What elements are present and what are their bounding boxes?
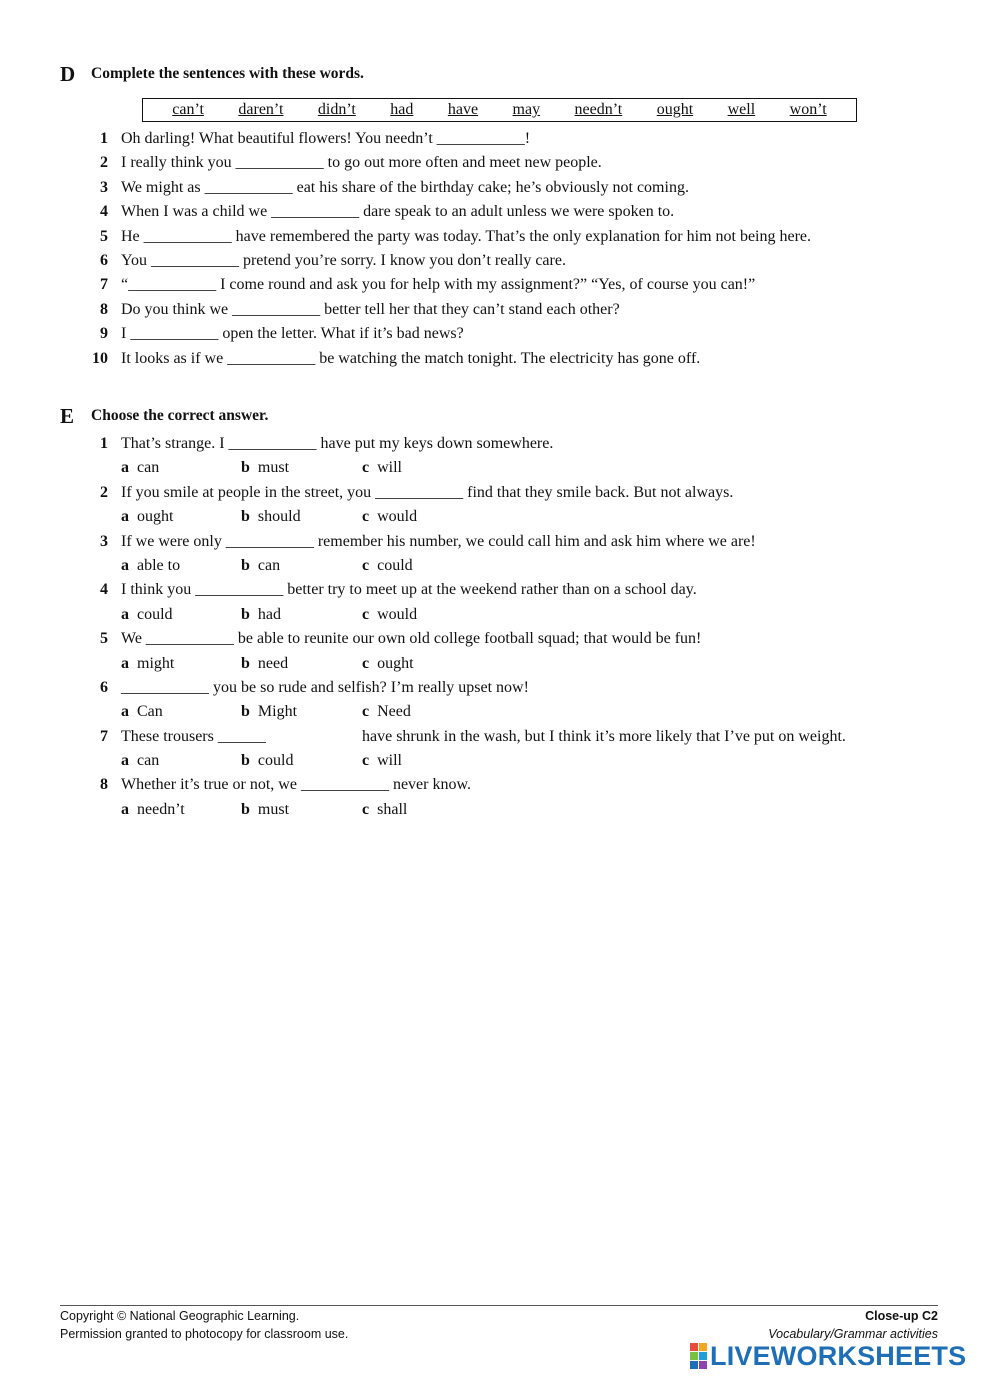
item-text: You ___________ pretend you’re sorry. I know you don’t really care. bbox=[121, 251, 566, 269]
option-b[interactable]: b could bbox=[241, 752, 294, 770]
option-b[interactable]: b had bbox=[241, 605, 282, 623]
item-number: 1 bbox=[100, 435, 108, 452]
exercise-item[interactable] bbox=[60, 276, 940, 300]
item-text: It looks as if we ___________ be watching the match tonight. The electricity has gone off. bbox=[121, 349, 701, 367]
section-d-header bbox=[60, 62, 940, 90]
exercise-item[interactable] bbox=[60, 581, 940, 605]
exercise-item[interactable] bbox=[60, 484, 940, 508]
exercise-item[interactable] bbox=[60, 228, 940, 252]
item-number: 6 bbox=[100, 678, 108, 696]
answer-options bbox=[60, 703, 940, 727]
word-bank-item: needn’t bbox=[574, 101, 623, 118]
item-number: 3 bbox=[100, 178, 108, 196]
item-text: That’s strange. I ___________ have put my keys down somewhere. bbox=[121, 435, 554, 452]
copyright-text: Copyright © National Geographic Learning. bbox=[60, 1309, 300, 1323]
option-a[interactable]: a could bbox=[121, 605, 173, 623]
option-b[interactable]: b must bbox=[241, 800, 290, 818]
option-a[interactable]: a can bbox=[121, 752, 160, 770]
exercise-item[interactable] bbox=[60, 325, 940, 349]
item-number: 8 bbox=[100, 776, 108, 794]
word-bank-item: ought bbox=[656, 101, 694, 118]
section-instruction: Complete the sentences with these words. bbox=[91, 65, 364, 82]
exercise-item[interactable] bbox=[60, 179, 940, 203]
item-number: 4 bbox=[100, 203, 108, 221]
item-text: ___________ you be so rude and selfish? I’m really upset now! bbox=[121, 678, 529, 696]
exercise-item[interactable] bbox=[60, 728, 940, 752]
exercise-item[interactable] bbox=[60, 776, 940, 800]
section-d-items bbox=[60, 130, 940, 374]
option-c[interactable]: c could bbox=[362, 556, 413, 574]
option-a[interactable]: a needn’t bbox=[121, 800, 185, 818]
item-text: If you smile at people in the street, you ___________ find that they smile back. But not always. bbox=[121, 483, 734, 501]
exercise-item[interactable] bbox=[60, 301, 940, 325]
item-text: I think you ___________ better try to meet up at the weekend rather than on a school day. bbox=[121, 581, 697, 599]
item-number: 6 bbox=[100, 251, 108, 269]
item-number: 3 bbox=[100, 532, 108, 550]
option-a[interactable]: a Can bbox=[121, 703, 163, 721]
option-b[interactable]: b should bbox=[241, 508, 301, 526]
word-bank bbox=[142, 98, 857, 122]
option-c[interactable]: c would bbox=[362, 508, 418, 526]
exercise-item[interactable] bbox=[60, 533, 940, 557]
answer-options bbox=[60, 459, 940, 483]
option-b[interactable]: b can bbox=[241, 556, 281, 574]
answer-options bbox=[60, 606, 940, 630]
section-d bbox=[60, 62, 940, 367]
item-number: 7 bbox=[100, 727, 108, 745]
item-text: Oh darling! What beautiful flowers! You needn’t ___________! bbox=[121, 130, 531, 147]
option-a[interactable]: a can bbox=[121, 459, 160, 477]
option-c[interactable]: c would bbox=[362, 605, 418, 623]
word-bank-item: won’t bbox=[789, 101, 827, 118]
option-a[interactable]: a might bbox=[121, 654, 175, 672]
item-text: We ___________ be able to reunite our own old college football squad; that would be fun! bbox=[121, 630, 702, 648]
item-text: He ___________ have remembered the party was today. That’s the only explanation for him not being here. bbox=[121, 227, 812, 245]
item-text-continued: have shrunk in the wash, but I think it’s more likely that I’ve put on weight. bbox=[362, 727, 846, 745]
answer-options bbox=[60, 752, 940, 776]
section-letter: E bbox=[60, 404, 75, 428]
option-a[interactable]: a able to bbox=[121, 556, 181, 574]
exercise-item[interactable] bbox=[60, 252, 940, 276]
section-e bbox=[60, 404, 940, 818]
item-text: We might as ___________ eat his share of the birthday cake; he’s obviously not coming. bbox=[121, 178, 689, 196]
exercise-item[interactable] bbox=[60, 130, 940, 154]
exercise-item[interactable] bbox=[60, 154, 940, 178]
word-bank-item: had bbox=[390, 101, 414, 118]
word-bank-item: daren’t bbox=[238, 101, 284, 118]
item-number: 7 bbox=[100, 276, 108, 294]
permission-text: Permission granted to photocopy for classroom use. bbox=[60, 1327, 349, 1341]
book-subtitle: Vocabulary/Grammar activities bbox=[768, 1327, 938, 1341]
item-text: These trousers ______ bbox=[121, 727, 266, 745]
option-a[interactable]: a ought bbox=[121, 508, 174, 526]
section-e-items bbox=[60, 435, 940, 825]
book-title: Close-up C2 bbox=[865, 1309, 938, 1323]
item-number: 2 bbox=[100, 483, 108, 501]
item-number: 5 bbox=[100, 630, 108, 648]
item-text: Do you think we ___________ better tell her that they can’t stand each other? bbox=[121, 300, 620, 318]
option-c[interactable]: c ought bbox=[362, 654, 414, 672]
brand-name: LIVEWORKSHEETS bbox=[710, 1340, 967, 1371]
section-e-header bbox=[60, 404, 940, 432]
option-b[interactable]: b need bbox=[241, 654, 289, 672]
item-number: 2 bbox=[100, 154, 108, 172]
item-number: 10 bbox=[92, 349, 108, 367]
word-bank-item: can’t bbox=[172, 101, 204, 118]
section-instruction: Choose the correct answer. bbox=[91, 407, 269, 424]
answer-options bbox=[60, 508, 940, 532]
word-bank-item: may bbox=[512, 101, 541, 118]
liveworksheets-brand[interactable] bbox=[690, 1340, 966, 1372]
exercise-item[interactable] bbox=[60, 630, 940, 654]
answer-options bbox=[60, 801, 940, 825]
option-b[interactable]: b Might bbox=[241, 703, 298, 721]
exercise-item[interactable] bbox=[60, 203, 940, 227]
item-text: I ___________ open the letter. What if it’s bad news? bbox=[121, 325, 464, 343]
option-c[interactable]: c shall bbox=[362, 800, 408, 818]
liveworksheets-logo-icon bbox=[690, 1343, 707, 1369]
item-number: 8 bbox=[100, 300, 108, 318]
answer-options bbox=[60, 557, 940, 581]
item-text: When I was a child we ___________ dare speak to an adult unless we were spoken to. bbox=[121, 203, 675, 221]
exercise-item[interactable] bbox=[60, 435, 940, 459]
answer-options bbox=[60, 655, 940, 679]
word-bank-item: didn’t bbox=[317, 101, 356, 118]
item-text: Whether it’s true or not, we ___________ never know. bbox=[121, 776, 471, 794]
section-letter: D bbox=[60, 62, 76, 86]
option-c[interactable]: c will bbox=[362, 459, 402, 477]
item-text: I really think you ___________ to go out more often and meet new people. bbox=[121, 154, 602, 172]
option-c[interactable]: c will bbox=[362, 752, 402, 770]
item-number: 4 bbox=[100, 581, 108, 599]
word-bank-item: have bbox=[447, 101, 479, 118]
exercise-item[interactable] bbox=[60, 350, 940, 374]
page-footer bbox=[60, 1305, 938, 1341]
option-c[interactable]: c Need bbox=[362, 703, 411, 721]
word-bank-item: well bbox=[727, 101, 756, 118]
exercise-item[interactable] bbox=[60, 679, 940, 703]
item-text: If we were only ___________ remember his number, we could call him and ask him where we are! bbox=[121, 532, 756, 550]
item-number: 9 bbox=[100, 325, 108, 343]
item-number: 1 bbox=[100, 130, 108, 147]
item-text: “___________ I come round and ask you for help with my assignment?” “Yes, of course you can!” bbox=[121, 276, 756, 294]
option-b[interactable]: b must bbox=[241, 459, 290, 477]
item-number: 5 bbox=[100, 227, 108, 245]
